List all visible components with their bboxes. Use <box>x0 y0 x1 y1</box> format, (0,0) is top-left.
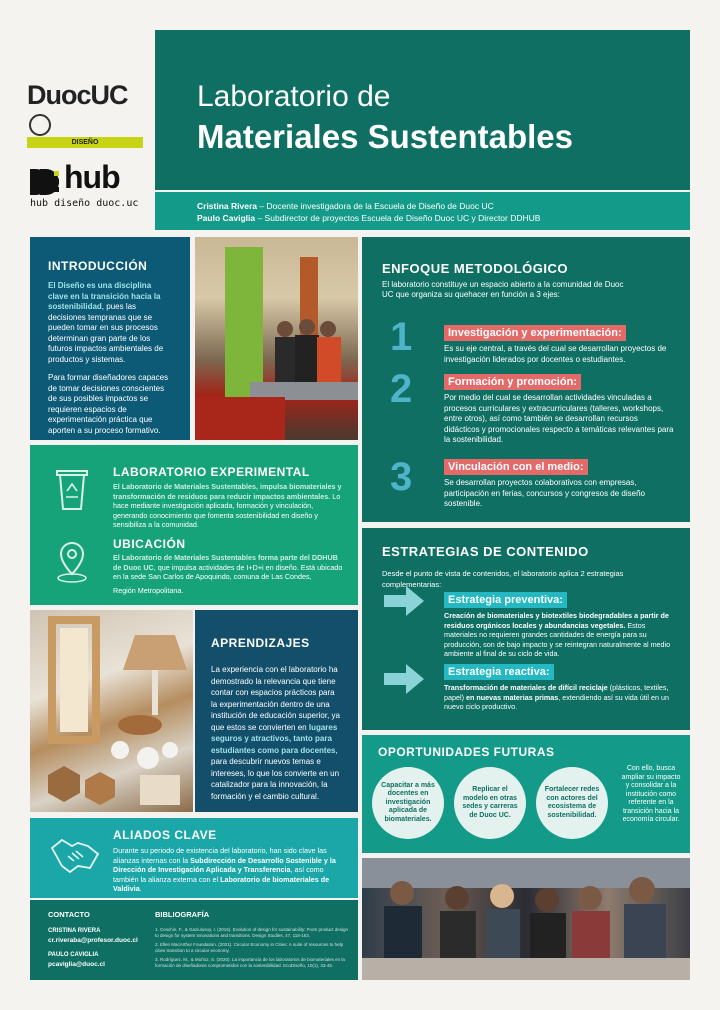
allies-panel <box>30 818 358 898</box>
authors-bar <box>155 192 690 230</box>
duoc-logo <box>27 80 147 148</box>
bibliography-entry: 2. Ellen MacArthur Foundation. (2021). Circular Economy in Cities: A suite of resources to help cities transition to a circular economy. <box>155 942 344 953</box>
strategies-lead: Desde el punto de vista de contenidos, el laboratorio aplica 2 estrategias complementarias: <box>382 569 624 589</box>
strategy-title: Estrategia reactiva: <box>444 664 554 680</box>
location-region: Región Metropolitana. <box>113 585 184 595</box>
duoc-seal-icon <box>29 114 51 136</box>
allies-text-2: , así como también la alianza externa con el <box>113 865 324 884</box>
lab-body: Lo hace mediante investigación aplicada, formación y vinculación, generando conocimiento que fomenta sostenibilidad en diseño y sensibiliza a la comunidad. <box>113 491 341 529</box>
learnings-text-1: La experiencia con el laboratorio ha demostrado la relevancia que tiene contar con espacios prácticos para la experimentación dentro de una institución de educación superior, ya que estos se convierten en <box>211 665 340 732</box>
axis-title: Vinculación con el medio: <box>444 459 588 475</box>
arrow-right-icon <box>384 586 424 616</box>
lab-heading: LABORATORIO EXPERIMENTAL <box>113 465 310 479</box>
contact-name: PAULO CAVIGLIA <box>48 952 99 958</box>
recycle-bin-icon <box>52 467 92 511</box>
strategy-item <box>444 590 674 659</box>
intro-panel <box>30 237 190 440</box>
future-heading: OPORTUNIDADES FUTURAS <box>378 745 555 759</box>
group-photo <box>362 858 690 980</box>
hub-wordmark: hub <box>64 159 120 195</box>
learnings-panel <box>195 610 358 812</box>
strategy-bold: Creación de biomateriales y biotextiles biodegradables a partir de residuos orgánicos locales y abundancias vegetales. <box>444 611 669 630</box>
contact-email[interactable]: pcaviglia@duoc.cl <box>48 961 105 968</box>
strategy-text: (plásticos, textiles, papel) <box>444 683 669 702</box>
allies-bold-2: Laboratorio de biomateriales de Valdivia <box>113 874 330 893</box>
methodology-heading: ENFOQUE METODOLÓGICO <box>382 261 568 276</box>
author-2-role: – Subdirector de proyectos Escuela de Diseño Duoc UC y Director DDHUB <box>255 213 541 223</box>
allies-text <box>113 828 348 894</box>
author-1-role: – Docente investigadora de la Escuela de Diseño de Duoc UC <box>257 201 494 211</box>
author-1-name: Cristina Rivera <box>197 201 257 211</box>
intro-highlight: El Diseño es una disciplina clave en la transición hacia la sostenibilidad <box>48 281 161 311</box>
contact-name: CRISTINA RIVERA <box>48 928 101 934</box>
bibliography-column <box>155 910 350 972</box>
learnings-text-2: , para descubrir nuevos temas e intereses, lo que los convierte en un catalizador para la innovación, la formación y el cambio cultural. <box>211 745 340 801</box>
future-bubble: Fortalecer redes con actores del ecosistema de sostenibilidad. <box>536 767 608 839</box>
lab-panel <box>30 445 358 605</box>
strategies-heading: ESTRATEGIAS DE CONTENIDO <box>382 544 589 559</box>
materials-photo <box>30 610 193 812</box>
intro-heading: INTRODUCCIÓN <box>48 259 148 273</box>
contact-heading: CONTACTO <box>48 910 90 919</box>
strategy-text: Estos materiales no requieren grandes cantidades de energía para su producción, son de bajo impacto y se reintegran naturalmente al medio ambiente al final de su ciclo de vida. <box>444 620 671 659</box>
axis-title: Formación y promoción: <box>444 374 581 390</box>
future-panel <box>362 735 690 853</box>
bibliography-entry: 1. Ceschin, F., & Gaziulusoy, I. (2016). Evolution of design for sustainability: From product design to design for system innovations and transitions. Design Studies, 47, 118-163. <box>155 927 349 938</box>
strategy-item <box>444 662 674 712</box>
handshake-icon <box>50 834 100 874</box>
footer <box>30 900 358 980</box>
lab-text <box>113 465 343 530</box>
strategies-panel <box>362 528 690 730</box>
contact-column <box>48 910 148 969</box>
axis-number: 1 <box>390 315 413 359</box>
lab-bold: El Laboratorio de Materiales Sustentables, impulsa biomateriales y transformación de residuos para reducir impactos ambientales. <box>113 482 342 501</box>
allies-heading: ALIADOS CLAVE <box>113 828 217 842</box>
location-text <box>113 537 343 596</box>
location-bold: El Laboratorio de Materiales Sustentables forma parte del DDHUB de Duoc UC <box>113 553 338 572</box>
axis-number: 2 <box>390 367 413 411</box>
strategy-bold-2: en nuevas materias primas <box>465 692 559 702</box>
allies-bold-1: Subdirección de Desarrollo Sostenible y la Dirección de Investigación Aplicada y Transferencia <box>113 855 336 874</box>
arrow-right-icon <box>384 664 424 694</box>
axis-item <box>444 323 674 365</box>
location-body: , que impulsa actividades de I+D+i en diseño. Está ubicado en la sede San Carlos de Apoquindo, comuna de Las Condes, <box>113 562 343 581</box>
future-note: Con ello, busca ampliar su impacto y consolidar a la institución como referente en la transición hacia la economía circular. <box>621 765 681 823</box>
dd-mark-icon <box>30 167 60 193</box>
allies-text-1: Durante su periodo de existencia del laboratorio, han sido clave las alianzas internas con la <box>113 846 327 865</box>
location-heading: UBICACIÓN <box>113 537 186 551</box>
axis-item <box>444 457 674 510</box>
axis-item <box>444 372 674 446</box>
title-line-1: Laboratorio de <box>197 80 391 113</box>
axis-text: Se desarrollan proyectos colaborativos con empresas, participación en ferias, concursos y congresos de diseño sostenible. <box>444 478 645 508</box>
title-block <box>155 30 690 190</box>
title-line-2: Materiales Sustentables <box>197 118 573 155</box>
intro-p1: , pues las decisiones tempranas que se pueden tomar en sus procesos determinan gran parte de los futuros impactos ambientales de productos y sistemas. <box>48 302 164 364</box>
hub-subtitle: hub diseño duoc.uc <box>30 198 139 209</box>
future-bubble: Replicar el modelo en otras sedes y carreras de Duoc UC. <box>454 767 526 839</box>
methodology-lead: El laboratorio constituye un espacio abierto a la comunidad de Duoc UC que organiza su quehacer en función a 3 ejes: <box>382 280 624 299</box>
allies-text-3: . <box>139 884 142 893</box>
team-photo <box>195 237 358 440</box>
hub-logo <box>30 160 160 209</box>
contact-email[interactable]: cr.riveraba@profesor.duoc.cl <box>48 937 138 944</box>
learnings-heading: APRENDIZAJES <box>211 636 310 650</box>
strategy-title: Estrategia preventiva: <box>444 592 567 608</box>
methodology-panel <box>362 237 690 522</box>
learnings-highlight: lugares seguros y atractivos, tanto para estudiantes como para docentes <box>211 722 338 755</box>
bibliography-entry: 3. Rodríguez, M., & Muñoz, S. (2020). La importancia de los laboratorios de biomateriales en la formación de diseñadores comprometidos con la sostenibilidad. EcoDiseño, 10(1), 33-45. <box>155 957 345 968</box>
intro-p2: Para formar diseñadores capaces de tomar decisiones conscientes de sus posibles impactos se requieren espacios de experimentación práctica que aporten a su proceso formativo. <box>48 373 169 435</box>
future-bubble: Capacitar a más docentes en investigación aplicada de biomateriales. <box>372 767 444 839</box>
strategy-bold: Transformación de materiales de difícil reciclaje <box>444 683 608 692</box>
location-pin-icon <box>52 540 92 584</box>
strategy-text-2: , extendiendo así su vida útil en un nuevo ciclo productivo. <box>444 692 669 712</box>
duoc-wordmark: DuocUC <box>27 80 128 110</box>
bibliography-heading: BIBLIOGRAFÍA <box>155 910 210 919</box>
author-2-name: Paulo Caviglia <box>197 213 256 223</box>
duoc-sub-bar: DISEÑO <box>27 137 143 148</box>
axis-title: Investigación y experimentación: <box>444 325 626 341</box>
axis-text: Por medio del cual se desarrollan actividades vinculadas a procesos curriculares y extracurriculares (talleres, workshops, entre otros), así como también se desarrollan recursos didácticos y promocionales respecto a temáticas relevantes para la sostenibilidad. <box>444 393 674 444</box>
axis-number: 3 <box>390 455 413 499</box>
axis-text: Es su eje central, a través del cual se desarrollan proyectos de investigación liderados por docentes o estudiantes. <box>444 344 667 364</box>
